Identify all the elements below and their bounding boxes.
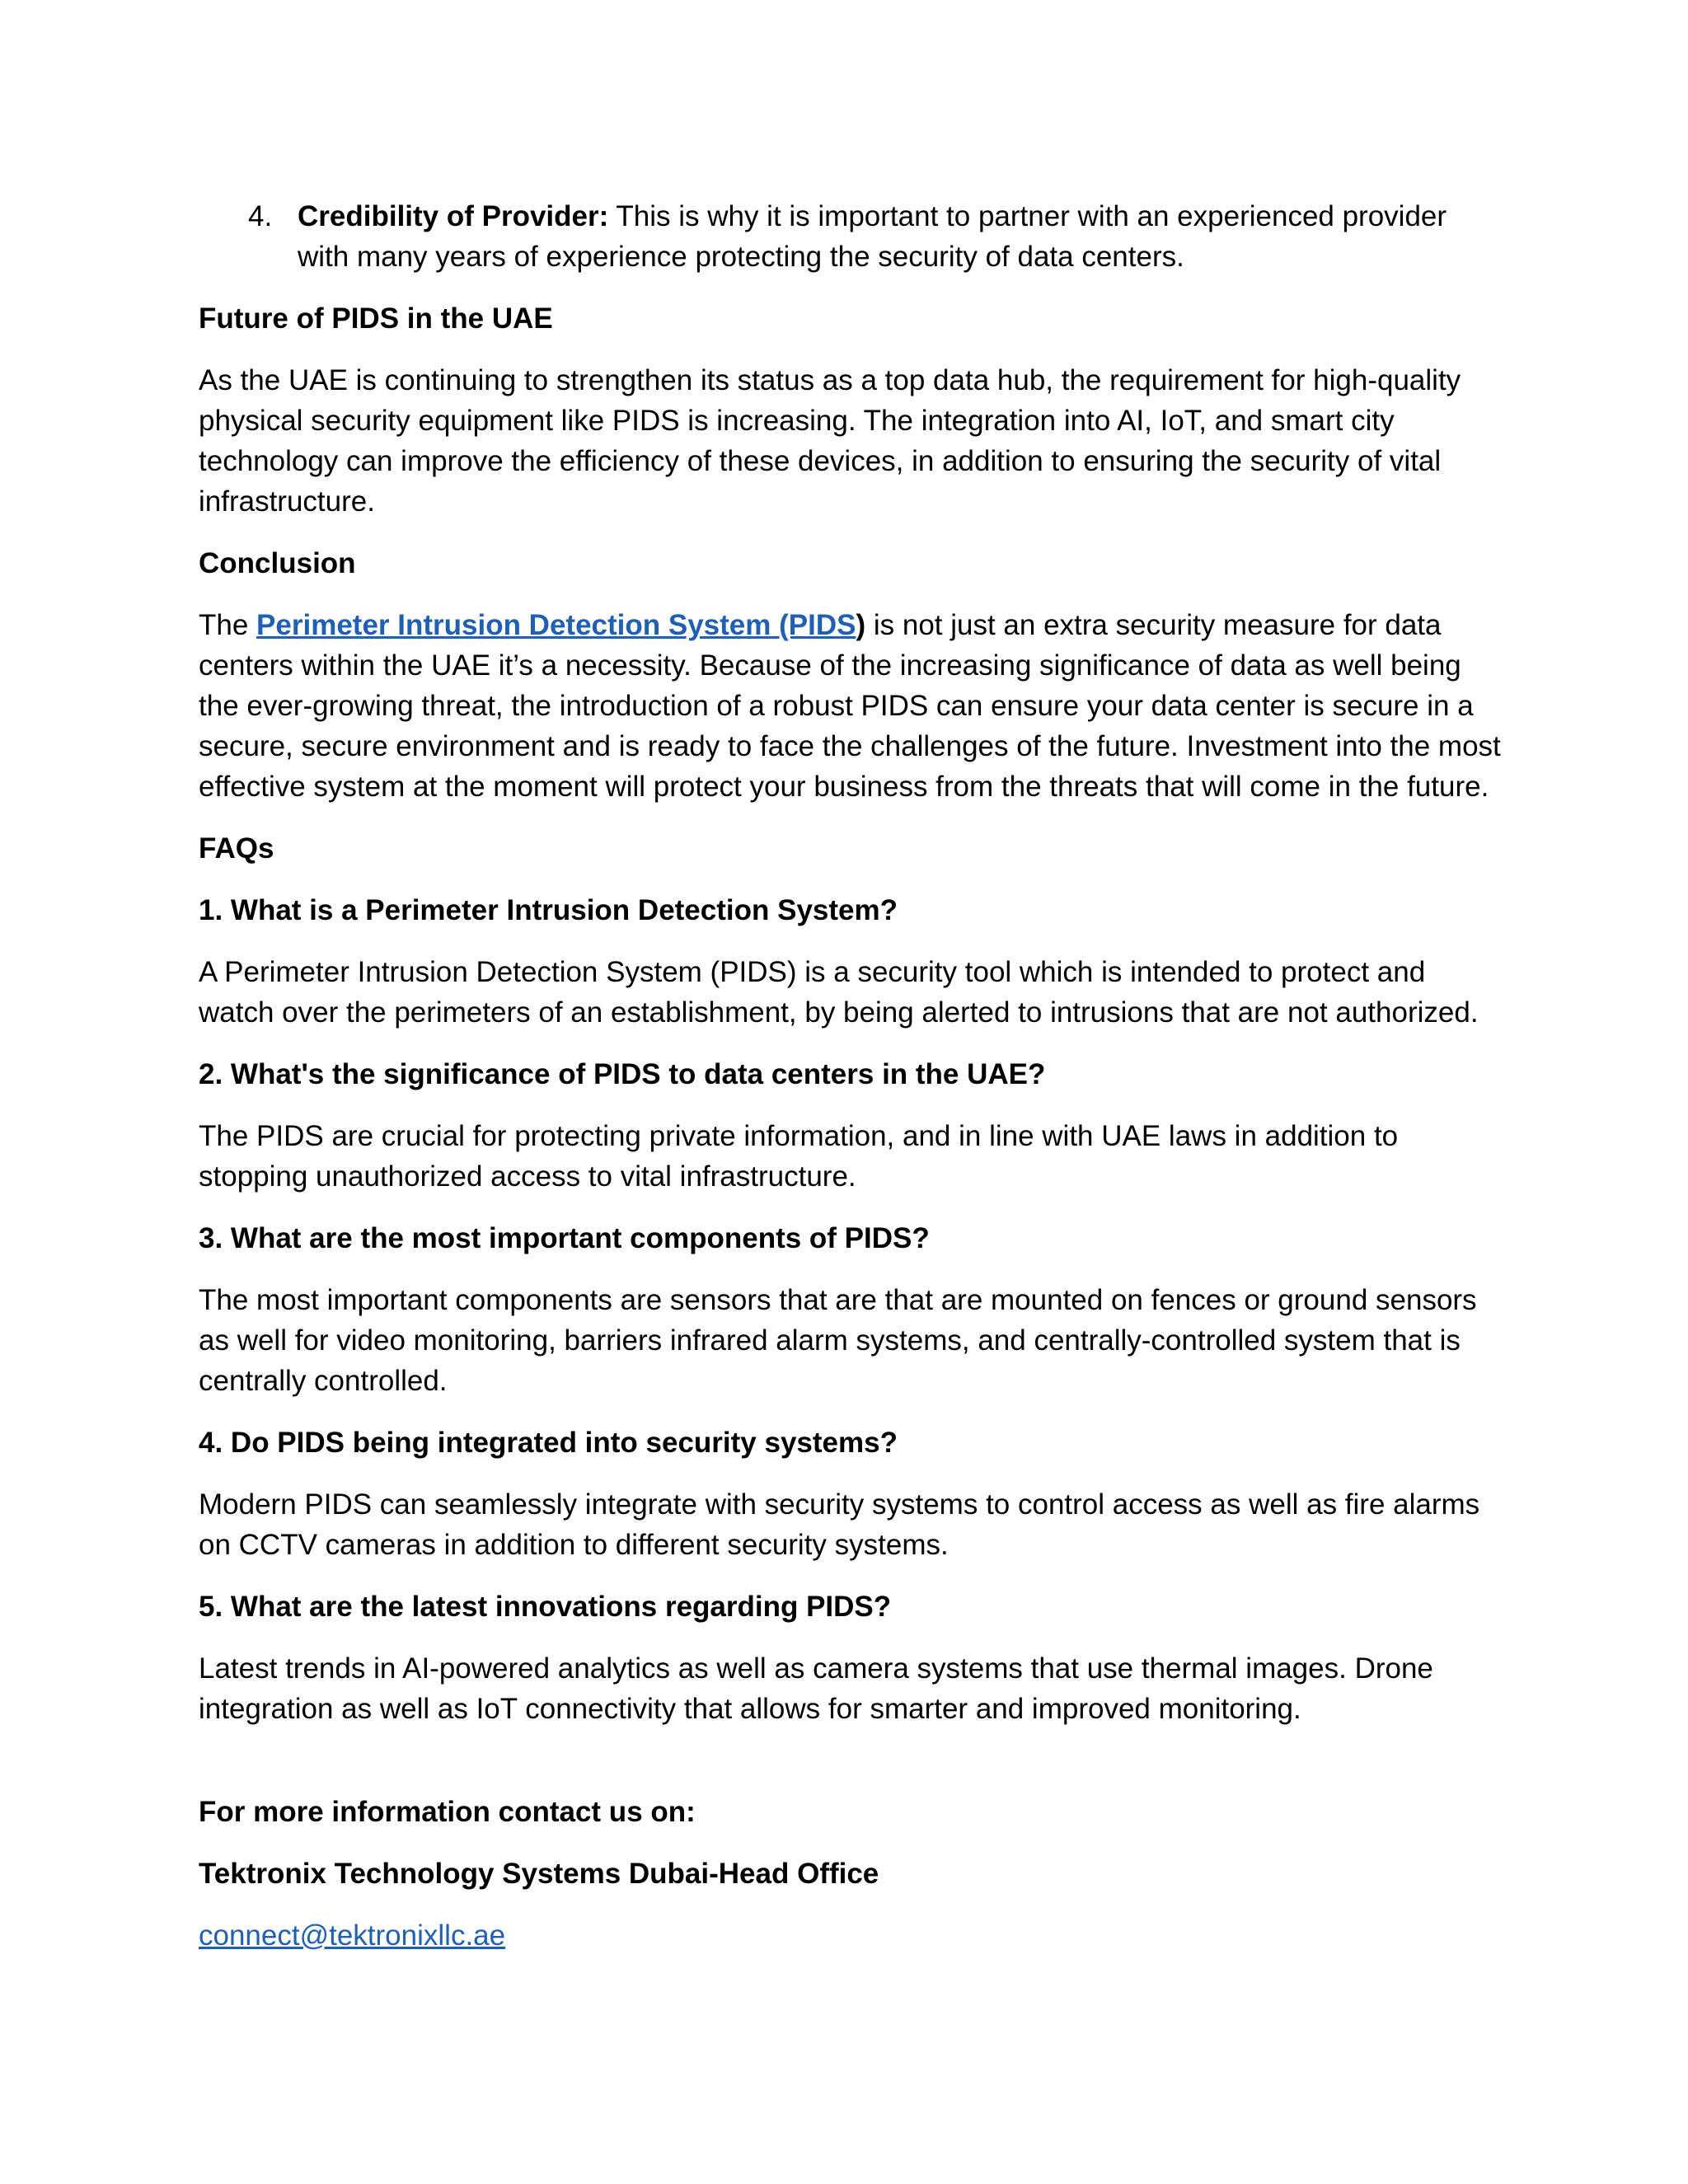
list-item-body: This is why it is important to partner with an experienced provider with many years of experience protecting the security of data centers.: [298, 200, 1447, 273]
list-item-label: Credibility of Provider:: [298, 200, 609, 232]
contact-heading: For more information contact us on:: [199, 1796, 696, 1828]
faq-question-5: 5. What are the latest innovations regarding PIDS?: [199, 1591, 892, 1623]
faq-question-4: 4. Do PIDS being integrated into security systems?: [199, 1427, 898, 1459]
faq-answer-5: Latest trends in AI-powered analytics as well as camera systems that use thermal images. Drone integration as well as IoT connectivity that allows for smarter and improved monitoring.: [199, 1652, 1433, 1725]
conclusion-prefix: The: [199, 609, 257, 641]
spacer: [199, 1750, 1501, 1792]
list-item-credibility: [199, 196, 1501, 277]
list-item-text: [298, 196, 1501, 277]
pids-link[interactable]: Perimeter Intrusion Detection System (PIDS: [256, 609, 856, 641]
heading-conclusion: Conclusion: [199, 547, 356, 579]
document-page: [199, 196, 1501, 1977]
conclusion-link-close: ): [856, 609, 866, 641]
paragraph-conclusion: [199, 605, 1501, 807]
conclusion-body: is not just an extra security measure for data centers within the UAE it’s a necessity. Because of the increasing significance of data as well being the ever-growing threat, the introduction of a robust PIDS can ensure your data center is secure in a secure, secure environment and is ready to face the challenges of the future. Investment into the most effective system at the moment will protect your business from the threats that will come in the future.: [199, 609, 1501, 803]
faq-question-3: 3. What are the most important components of PIDS?: [199, 1222, 930, 1254]
heading-future: Future of PIDS in the UAE: [199, 302, 553, 335]
faq-answer-1: A Perimeter Intrusion Detection System (PIDS) is a security tool which is intended to protect and watch over the perimeters of an establishment, by being alerted to intrusions that are not authorized.: [199, 956, 1479, 1029]
faq-question-2: 2. What's the significance of PIDS to data centers in the UAE?: [199, 1058, 1046, 1090]
list-number: 4.: [248, 200, 273, 232]
contact-office: Tektronix Technology Systems Dubai-Head Office: [199, 1858, 879, 1890]
faq-answer-2: The PIDS are crucial for protecting private information, and in line with UAE laws in addition to stopping unauthorized access to vital infrastructure.: [199, 1120, 1399, 1193]
faq-question-1: 1. What is a Perimeter Intrusion Detection System?: [199, 894, 898, 926]
faq-answer-4: Modern PIDS can seamlessly integrate with security systems to control access as well as fire alarms on CCTV cameras in addition to different security systems.: [199, 1488, 1480, 1561]
contact-email-link[interactable]: connect@tektronixllc.ae: [199, 1919, 506, 1952]
heading-faqs: FAQs: [199, 832, 274, 865]
faq-answer-3: The most important components are sensors that are that are mounted on fences or ground sensors as well for video monitoring, barriers infrared alarm systems, and centrally-controlled system that is centrally controlled.: [199, 1284, 1477, 1397]
paragraph-future: As the UAE is continuing to strengthen its status as a top data hub, the requirement for high-quality physical security equipment like PIDS is increasing. The integration into AI, IoT, and smart city technology can improve the efficiency of these devices, in addition to ensuring the security of vital infrastructure.: [199, 364, 1461, 518]
